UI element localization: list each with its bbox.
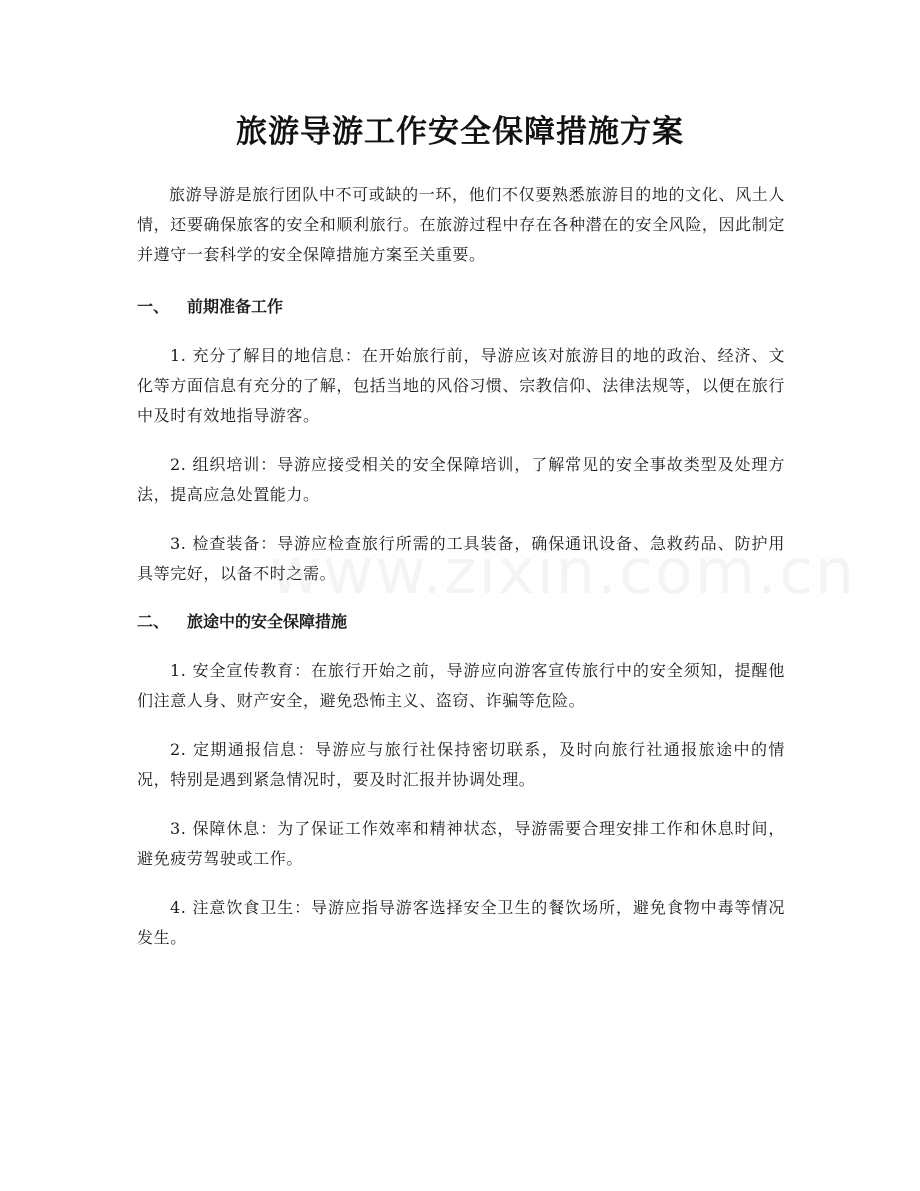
list-item: 4. 注意饮食卫生：导游应指导游客选择安全卫生的餐饮场所，避免食物中毒等情况发生。 [137,898,785,947]
section-title: 旅途中的安全保障措施 [187,612,348,631]
list-item: 1. 充分了解目的地信息：在开始旅行前，导游应该对旅游目的地的政治、经济、文化等方面信息有充分的了解，包括当地的风俗习惯、宗教信仰、法律法规等，以便在旅行中及时有效地指导游客。 [137,346,785,425]
section-heading-2 [137,608,785,636]
list-item: 3. 保障休息：为了保证工作效率和精神状态，导游需要合理安排工作和休息时间，避免疲劳驾驶或工作。 [137,819,785,868]
section-heading-1 [137,293,785,321]
document-title: 旅游导游工作安全保障措施方案 [236,114,684,150]
intro-paragraph: 旅游导游是旅行团队中不可或缺的一环，他们不仅要熟悉旅游目的地的文化、风土人情，还要确保旅客的安全和顺利旅行。在旅游过程中存在各种潜在的安全风险，因此制定并遵守一套科学的安全保障措施方案至关重要。 [137,185,785,264]
list-item: 2. 定期通报信息：导游应与旅行社保持密切联系，及时向旅行社通报旅途中的情况，特别是遇到紧急情况时，要及时汇报并协调处理。 [137,740,785,789]
section-number: 二、 [137,612,170,631]
list-item: 3. 检查装备：导游应检查旅行所需的工具装备，确保通讯设备、急救药品、防护用具等完好，以备不时之需。 [137,534,785,583]
document-body [137,180,785,972]
list-item: 2. 组织培训：导游应接受相关的安全保障培训，了解常见的安全事故类型及处理方法，提高应急处置能力。 [137,455,785,504]
section-title: 前期准备工作 [187,297,284,316]
list-item: 1. 安全宣传教育：在旅行开始之前，导游应向游客宣传旅行中的安全须知，提醒他们注意人身、财产安全，避免恐怖主义、盗窃、诈骗等危险。 [137,661,785,710]
section-number: 一、 [137,297,170,316]
